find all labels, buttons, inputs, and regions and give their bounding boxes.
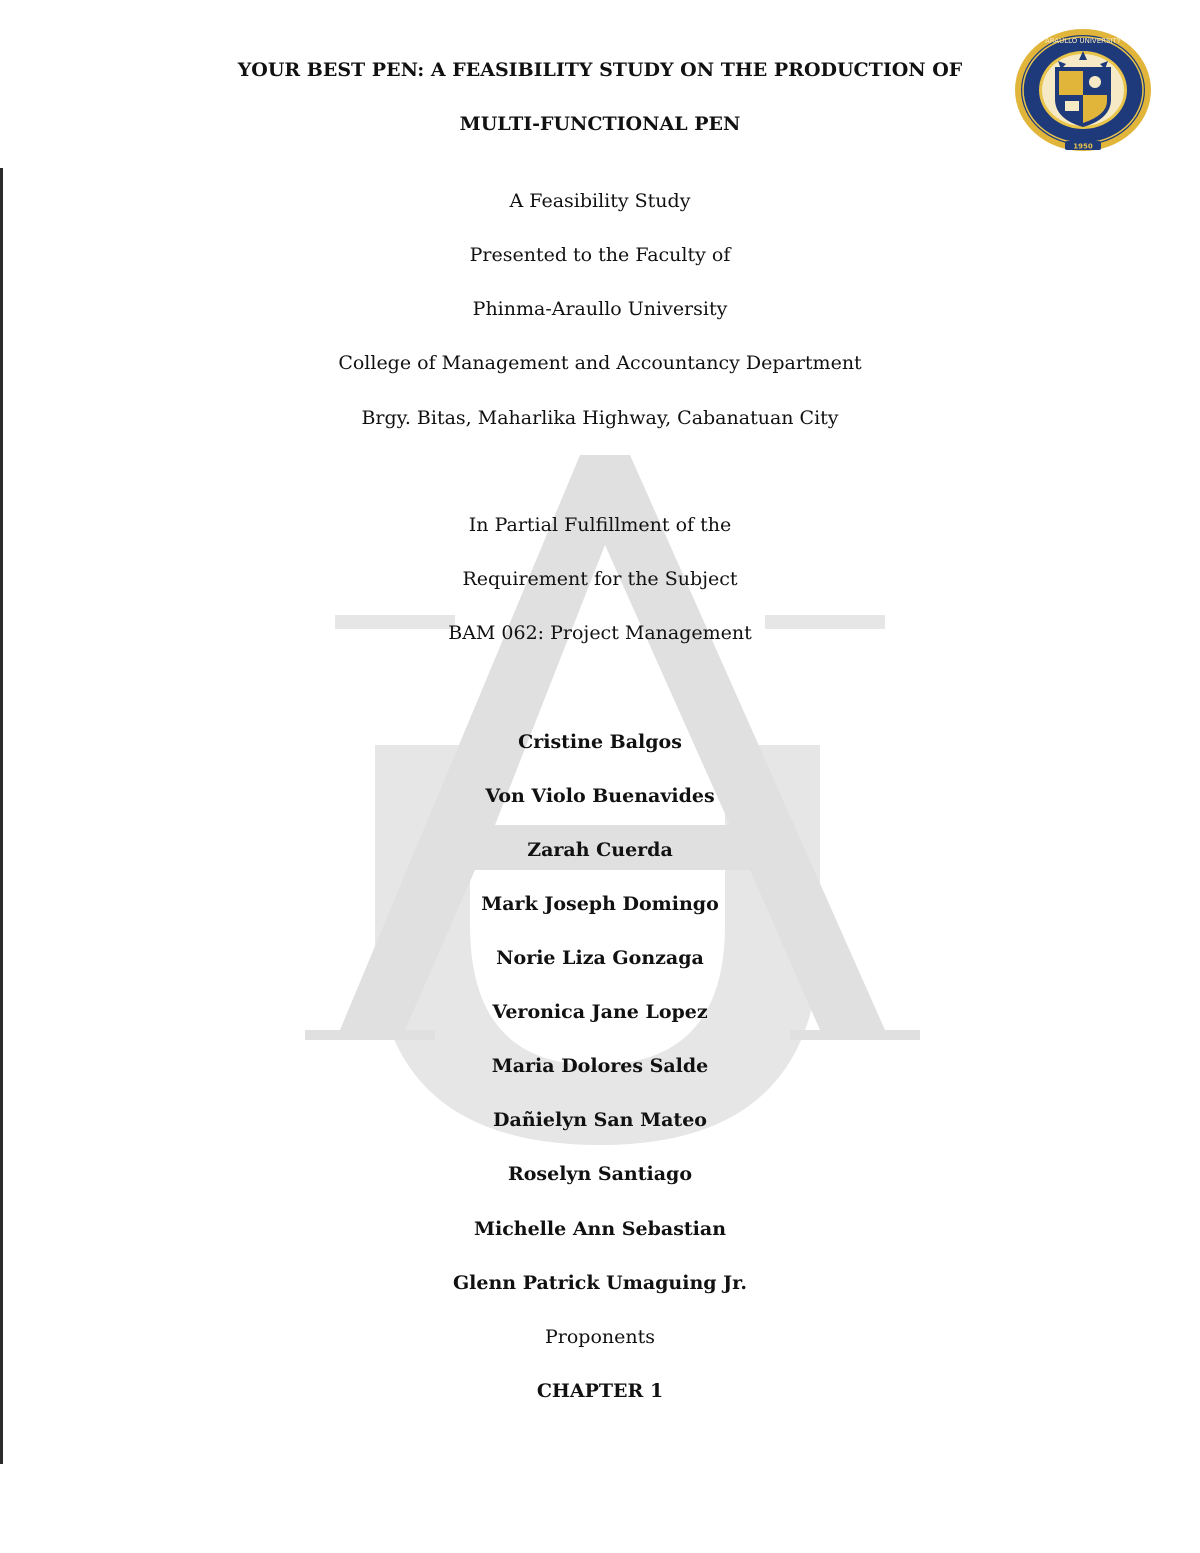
seal-year: 1950	[1073, 142, 1093, 151]
fulfillment-line: BAM 062: Project Management	[448, 622, 752, 644]
proponent-name: Roselyn Santiago	[507, 1163, 693, 1185]
chapter-heading: CHAPTER 1	[536, 1380, 664, 1402]
intro-line: Presented to the Faculty of	[469, 244, 731, 266]
proponent-name: Michelle Ann Sebastian	[473, 1218, 727, 1240]
proponent-name: Glenn Patrick Umaguing Jr.	[452, 1272, 748, 1294]
proponent-name: Maria Dolores Salde	[491, 1055, 709, 1077]
intro-line: Phinma-Araullo University	[472, 298, 728, 320]
seal-top-text: ARAULLO UNIVERSITY	[1044, 37, 1122, 45]
intro-line: Brgy. Bitas, Maharlika Highway, Cabanatuan City	[361, 407, 839, 429]
proponent-name: Cristine Balgos	[518, 731, 682, 753]
fulfillment-line: In Partial Fulfillment of the	[468, 514, 732, 536]
intro-line: A Feasibility Study	[509, 190, 691, 212]
university-seal-logo	[1013, 27, 1153, 157]
proponent-name: Norie Liza Gonzaga	[496, 947, 704, 969]
proponent-name: Veronica Jane Lopez	[492, 1001, 708, 1023]
proponent-name: Dañielyn San Mateo	[493, 1109, 707, 1131]
fulfillment-line: Requirement for the Subject	[462, 568, 738, 590]
title-line-2: MULTI-FUNCTIONAL PEN	[459, 113, 741, 135]
intro-line: College of Management and Accountancy Department	[338, 352, 862, 374]
proponent-name: Mark Joseph Domingo	[481, 893, 719, 915]
proponent-name: Von Violo Buenavides	[485, 785, 715, 807]
proponents-label: Proponents	[544, 1326, 655, 1348]
proponent-name: Zarah Cuerda	[527, 839, 673, 861]
title-line-1: YOUR BEST PEN: A FEASIBILITY STUDY ON THE PRODUCTION OF	[237, 59, 963, 81]
